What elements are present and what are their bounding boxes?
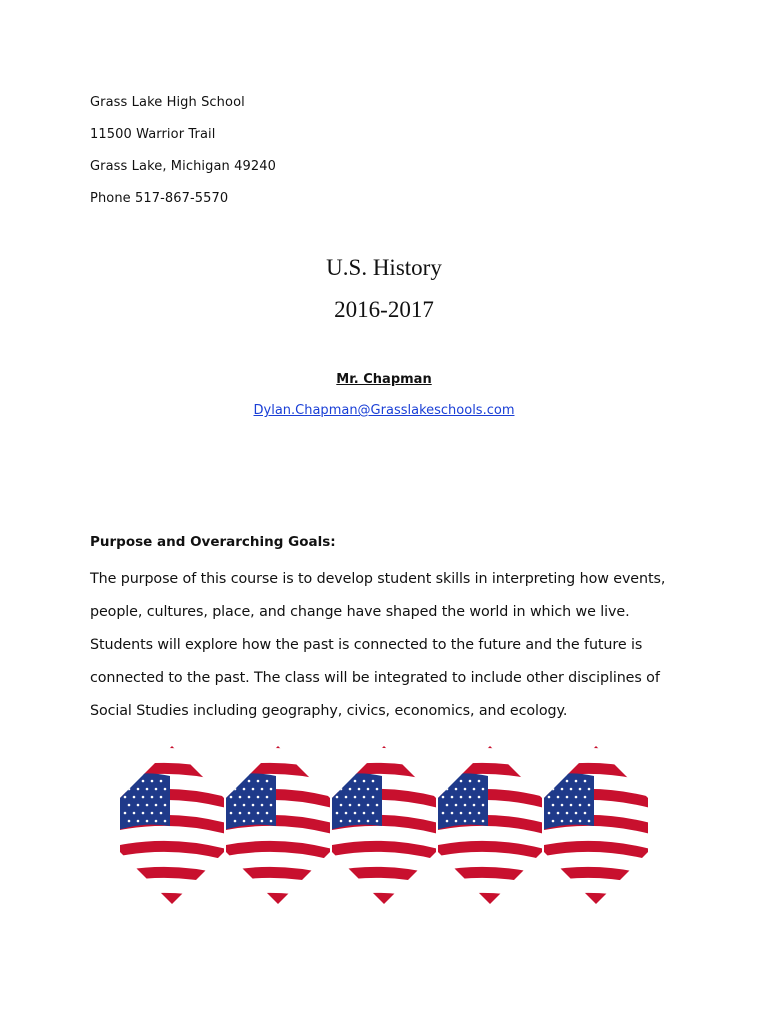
school-city: Grass Lake, Michigan 49240 bbox=[90, 159, 276, 174]
flag-hexagon-2 bbox=[226, 746, 330, 904]
school-phone: Phone 517-867-5570 bbox=[90, 191, 229, 206]
purpose-heading: Purpose and Overarching Goals: bbox=[90, 534, 336, 550]
purpose-paragraph: The purpose of this course is to develop student skills in interpreting how events, people, cultures, place, and change have shaped the world in which we live. Students will explore how the past is connected to the future and the future is connected to the past. The class will be integrated to include other disciplines of Social Studies including geography, civics, economics, and ecology. bbox=[90, 571, 666, 719]
flag-hexagon-4 bbox=[438, 746, 542, 904]
teacher-name: Mr. Chapman bbox=[336, 372, 432, 387]
teacher-email-link[interactable]: Dylan.Chapman@Grasslakeschools.com bbox=[253, 403, 515, 418]
flag-hexagon-3 bbox=[332, 746, 436, 904]
flag-decoration-row bbox=[120, 746, 650, 906]
school-name: Grass Lake High School bbox=[90, 95, 245, 110]
course-year: 2016-2017 bbox=[334, 297, 434, 322]
flag-hexagon-1 bbox=[120, 746, 224, 904]
course-title: U.S. History bbox=[326, 255, 442, 280]
flag-hexagon-5 bbox=[544, 746, 648, 904]
school-street: 11500 Warrior Trail bbox=[90, 127, 216, 142]
